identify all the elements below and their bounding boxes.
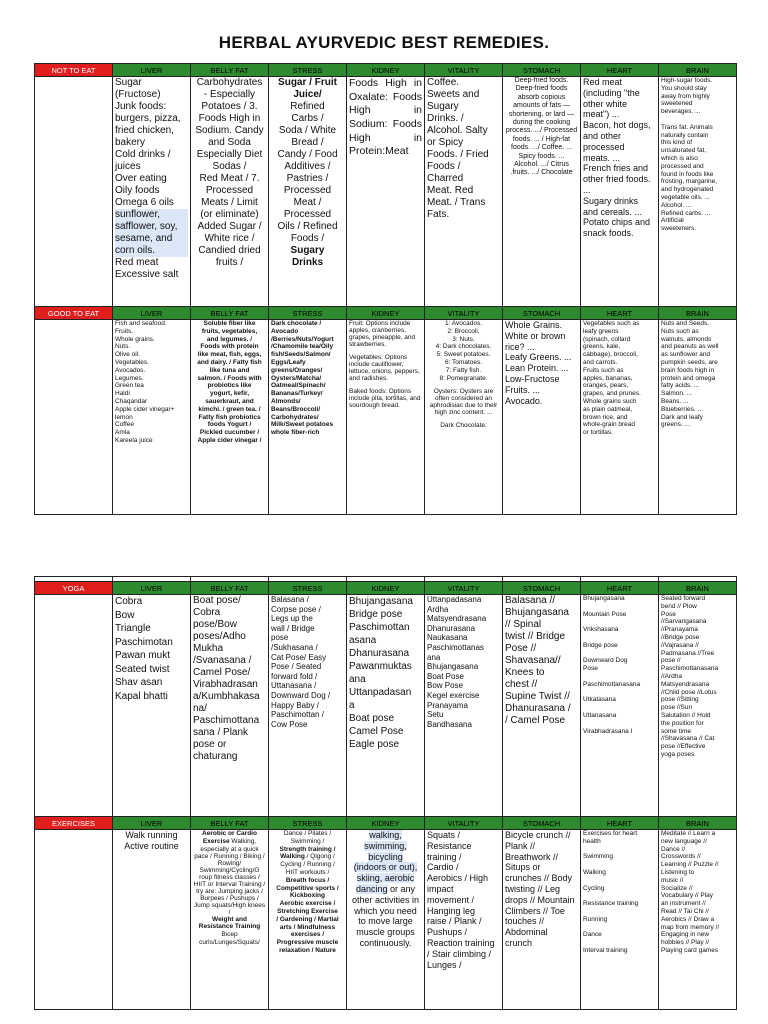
cell-stomach: Whole Grains. White or brown rice? ... Leafy Greens. ... Lean Protein. ... Low-Fructose Fruits. ... Avocado. <box>503 320 581 515</box>
col-belly-fat: BELLY FAT <box>191 307 269 320</box>
cell-liver: Sugar (Fructose) Junk foods: burgers, pizza, fried chicken, bakery Cold drinks / juices Over eating Oily foods Omega 6 oils sunflower, safflower, soy, sesame, and corn oils. Red meat Excessive salt <box>113 77 191 307</box>
cell-vitality: Coffee. Sweets and Sugary Drinks. / Alcohol. Salty or Spicy Foods. / Fried Foods / Charred Meat. Red Meat. / Trans Fats. <box>425 77 503 307</box>
cell-stomach: Deep-fried foods. Deep-fried foods absorb copious amounts of fats — shortening, or lard — during the cooking process. .../ Processed foods. ... / High-fat foods. .../ Coffee. ... Spicy foods. ... Alcohol. .../ Citrus .fruits. .../ Chocolate <box>503 77 581 307</box>
exercises-row <box>35 830 737 1010</box>
col-stress: STRESS <box>269 307 347 320</box>
col-kidney: KIDNEY <box>347 817 425 830</box>
col-liver: LIVER <box>113 307 191 320</box>
not-to-eat-row <box>35 77 737 307</box>
cell-kidney: Fruit: Options include apples, cranberries, grapes, pineapple, and strawberries. Vegetables: Options include cauliflower, lettuce, onions, peppers, and radishes. Baked foods: Options include pita, tortillas, and sourdough bread. <box>347 320 425 515</box>
cell-stress: Dance / Pilates / Swimming / Strength training / Walking / Qigong / Cycling / Running / HIIT workouts / Breath focus / Competitive sports / Kickboxing Aerobic exercise / Stretching Exercise / Gardening / Martial arts / Mindfulness exercises / Progressive muscle relaxation / Nature <box>269 830 347 1010</box>
header-row <box>35 582 737 595</box>
col-brain: BRAIN <box>659 817 737 830</box>
cell-brain: Meditate // Learn a new language // Dance // Crosswords // Learning // Puzzle // Listening to music // Socialize // Vocabulary // Play an instrument // Read // Tai Chi // Aerobics // Draw a map from memory // Engaging in new hobbies // Play // Playing card games <box>659 830 737 1010</box>
cell-belly-fat: Carbohydrates - Especially Potatoes / 3. Foods High in Sodium. Candy and Soda Especially Diet Sodas / Red Meat / 7. Processed Meats / Limit (or eliminate) Added Sugar / White rice / Candied dried fruits / <box>191 77 269 307</box>
cell-liver: Cobra Bow Triangle Paschimotan Pawan mukt Seated twist Shav asan Kapal bhatti <box>113 595 191 817</box>
col-brain: BRAIN <box>659 64 737 77</box>
col-belly-fat: BELLY FAT <box>191 64 269 77</box>
col-vitality: VITALITY <box>425 582 503 595</box>
col-stomach: STOMACH <box>503 817 581 830</box>
col-stomach: STOMACH <box>503 64 581 77</box>
header-row <box>35 307 737 320</box>
cell-stomach: Balasana // Bhujangasana // Spinal twist // Bridge Pose // Shavasana// Knees to chest // Supine Twist // Dhanurasana / / Camel Pose <box>503 595 581 817</box>
cell-kidney: walking, swimming, bicycling (indoors or out), skiing, aerobic dancing or any other activities in which you need to move large muscle groups continuously. <box>347 830 425 1010</box>
col-brain: BRAIN <box>659 582 737 595</box>
cell-stress: Balasana / Corpse pose / Legs up the wall / Bridge pose /Sukhasana / Cat Pose/ Easy Pose / Seated forward fold / Uttanasana / Downward Dog / Happy Baby / Paschimottan / Cow Pose <box>269 595 347 817</box>
col-kidney: KIDNEY <box>347 582 425 595</box>
yoga-row <box>35 595 737 817</box>
section-label-not-to-eat: NOT TO EAT <box>35 64 113 77</box>
cell-brain: High-sugar foods. You should stay away from highly sweetened beverages. ... Trans fat. Animals naturally contain this kind of unsaturated fat, which is also processed and found in foods like frosting, margarine, and hydrogenated vegetable oils. ... Alcohol. ... Refined carbs. ... Artificial sweeteners. <box>659 77 737 307</box>
cell-stress: Dark chocolate / Avocado /Berries/Nuts/Yogurt /Chamomile tea/Oily fish/Seeds/Salmon/ Eggs/Leafy greens/Oranges/ Oysters/Matcha/ Oatmeal/Spinach/ Bananas/Turkey/ Almonds/ Beans/Broccoli/ Carbohydrates/ Milk/Sweet potatoes whole fiber-rich <box>269 320 347 515</box>
cell-brain: Seated forward bend // Plow Pose //Sarvangasana //Pranayama //Bridge pose //Vajrasana // Padmasana //Tree pose // Paschimottanasana //Ardha Matsyendrasana //Child pose //Lotus pose //Sitting pose //Sun Salutation // Hold the position for some time //Shavasana // Cat pose //Effective yoga poses <box>659 595 737 817</box>
cell-kidney: Foods High in Oxalate: Foods High in Sodium: Foods High in Protein:Meat <box>347 77 425 307</box>
cell-heart: Bhujangasana Mountain Pose Vrikshasana Bridge pose Downward Dog Pose Paschimottanasana Utkatasana Uttanasana Virabhadrasana I <box>581 595 659 817</box>
col-kidney: KIDNEY <box>347 307 425 320</box>
cell-heart: Red meat (including "the other white meat") ... Bacon, hot dogs, and other processed meats. ... French fries and other fried foods. ... Sugary drinks and cereals. ... Potato chips and snack foods. <box>581 77 659 307</box>
section-label-exercises: EXERCISES <box>35 817 113 830</box>
col-brain: BRAIN <box>659 307 737 320</box>
section-label-yoga: YOGA <box>35 582 113 595</box>
diet-table <box>34 63 737 515</box>
col-heart: HEART <box>581 64 659 77</box>
section-label-good-to-eat: GOOD TO EAT <box>35 307 113 320</box>
col-liver: LIVER <box>113 582 191 595</box>
col-belly-fat: BELLY FAT <box>191 817 269 830</box>
cell-vitality: Squats / Resistance training / Cardio / Aerobics / High impact movement / Hanging leg raise / Plank / Pushups / Reaction training / Stair climbing / Lunges / <box>425 830 503 1010</box>
cell-heart: Vegetables such as leafy greens (spinach, collard greens, kale, cabbage), broccoli, and carrots. Fruits such as apples, bananas, oranges, pears, grapes, and prunes. Whole grains such as plain oatmeal, brown rice, and whole-grain bread or tortillas. <box>581 320 659 515</box>
col-heart: HEART <box>581 817 659 830</box>
cell-stomach: Bicycle crunch // Plank // Breathwork // Situps or crunches // Body twisting // Leg drops // Mountain Climbers // Toe touches // Abdominal crunch <box>503 830 581 1010</box>
good-to-eat-row <box>35 320 737 515</box>
header-row <box>35 64 737 77</box>
col-stress: STRESS <box>269 817 347 830</box>
col-stomach: STOMACH <box>503 307 581 320</box>
col-belly-fat: BELLY FAT <box>191 582 269 595</box>
header-row <box>35 817 737 830</box>
cell-kidney: Bhujangasana Bridge pose Paschimottan asana Dhanurasana Pawanmuktas ana Uttanpadasan a Boat pose Camel Pose Eagle pose <box>347 595 425 817</box>
col-kidney: KIDNEY <box>347 64 425 77</box>
col-liver: LIVER <box>113 817 191 830</box>
cell-brain: Nuts and Seeds. Nuts such as walnuts, almonds and peanuts as well as sunflower and pumpkin seeds, are brain foods high in protein and omega fatty acids. ... Salmon. ... Beans. ... Blueberries. ... Dark and leafy greens. ... <box>659 320 737 515</box>
col-stress: STRESS <box>269 582 347 595</box>
col-heart: HEART <box>581 307 659 320</box>
cell-vitality: Uttanpadasana Ardha Matsyendrasana Dhanurasana Naukasana Paschimottanas ana Bhujangasana Boat Pose Bow Pose Kegel exercise Pranayama Setu Bandhasana <box>425 595 503 817</box>
cell-belly-fat: Aerobic or Cardio Exercise Walking, especially at a quick pace / Running / Biking / Rowing/ Swimming/Cycling/G roup fitness classes / HIIT or Interval Training / try are: Jumping jacks / Burpees / Pushups / Jump squats/High knees / Weight and Resistance Training Bicep curls/Lunges/Squats/ <box>191 830 269 1010</box>
cell-belly-fat: Boat pose/ Cobra pose/Bow poses/Adho Mukha /Svanasana / Camel Pose/ Virabhadrasan a/Kumbhakasa na/ Paschimottana sana / Plank pose or chaturang <box>191 595 269 817</box>
activity-table <box>34 576 737 1010</box>
col-stress: STRESS <box>269 64 347 77</box>
cell-belly-fat: Soluble fiber like fruits, vegetables, and legumes. / Foods with protein like meat, fish, eggs, and dairy. / Fatty fish like tuna and salmon. / Foods with probiotics like yogurt, kefir, sauerkraut, and kimchi. / green tea. / Fatty fish probiotics foods Yogurt / Pickled cucumber / Apple cider vinegar / <box>191 320 269 515</box>
col-heart: HEART <box>581 582 659 595</box>
col-vitality: VITALITY <box>425 64 503 77</box>
col-stomach: STOMACH <box>503 582 581 595</box>
col-vitality: VITALITY <box>425 307 503 320</box>
cell-stress: Sugar / Fruit Juice/ Refined Carbs / Soda / White Bread / Candy / Food Additives / Pastries / Processed Meat / Processed Oils / Refined Foods / Sugary Drinks <box>269 77 347 307</box>
cell-liver: Walk running Active routine <box>113 830 191 1010</box>
col-vitality: VITALITY <box>425 817 503 830</box>
cell-heart: Exercises for heart health Swimming Walking Cycling Resistance training Running Dance Interval training <box>581 830 659 1010</box>
cell-vitality: 1: Avocados. 2: Broccoli. 3: Nuts. 4: Dark chocolates. 5: Sweet potatoes. 6: Tomatoes. 7: Fatty fish. 8: Pomegranate. Oysters: Oysters are often considered an aphrodisiac due to their high zinc content. ... Dark Chocolate: <box>425 320 503 515</box>
page-title: HERBAL AYURVEDIC BEST REMEDIES. <box>218 33 550 52</box>
cell-liver: Fish and seafood. Fruits. Whole grains. Nuts. Olive oil. Vegetables. Avocados. Legumes. Green tea Haldi Chaqandar Apple cider vinegar+ lemon Coffee Amla Kareela juice <box>113 320 191 515</box>
col-liver: LIVER <box>113 64 191 77</box>
